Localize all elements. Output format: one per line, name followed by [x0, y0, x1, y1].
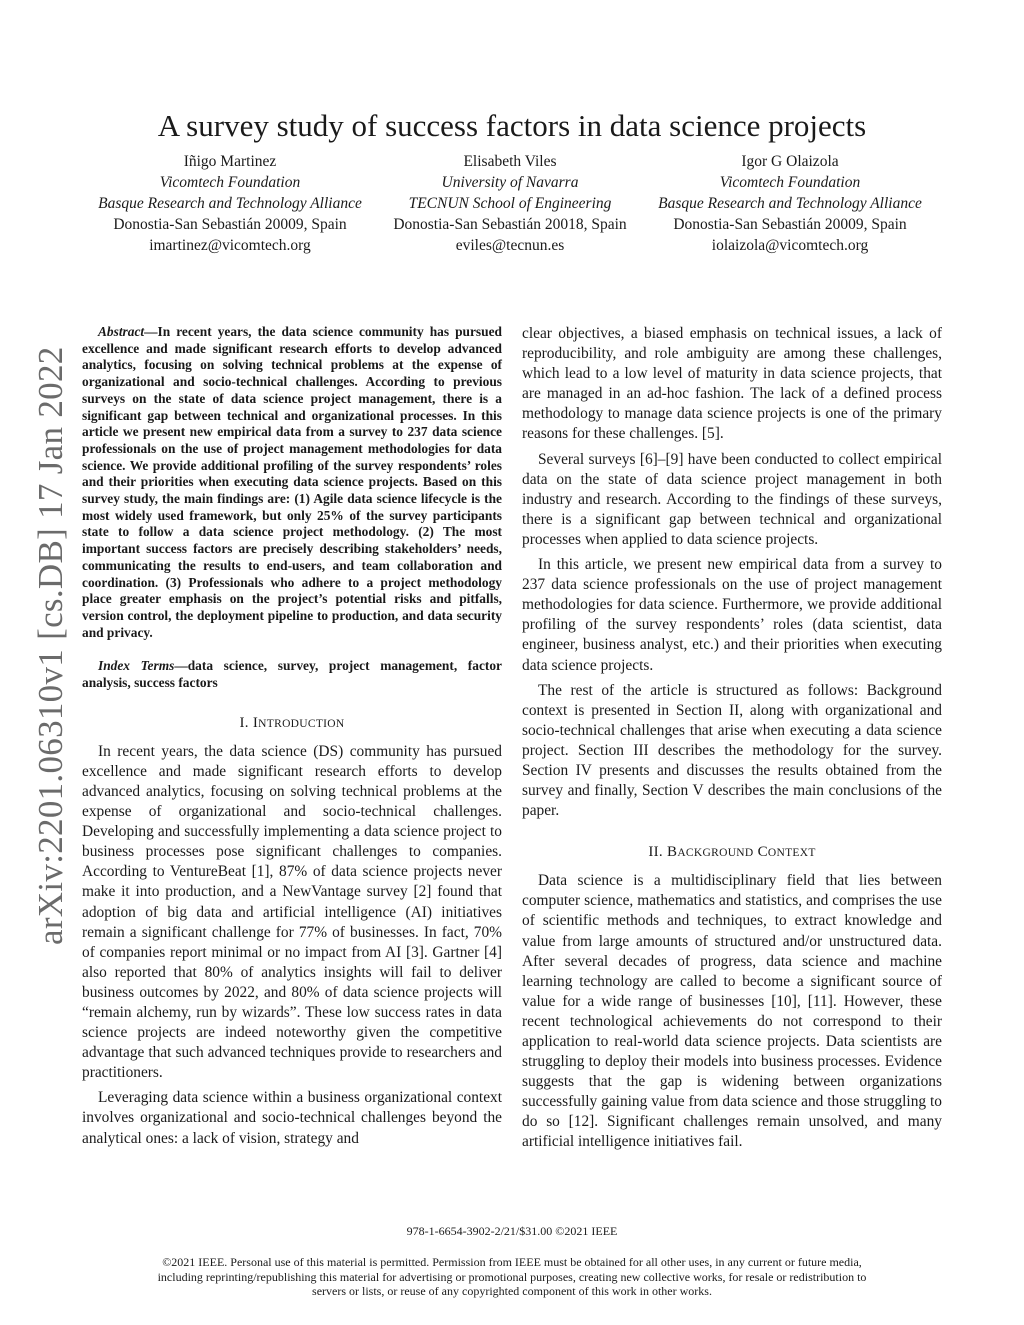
footer-isbn: 978-1-6654-3902-2/21/$31.00 ©2021 IEEE [406, 1224, 618, 1238]
intro-paragraph-4: In this article, we present new empirical data from a survey to 237 data science professionals on the use of project management methodologies for data science. Furthermore, we provide additional profiling of the survey respondents’ roles (data scientist, data engineer, business analyst, etc.) and their priorities when executing data science projects. [522, 556, 942, 674]
intro-paragraph-3: Several surveys [6]–[9] have been conducted to collect empirical data on the state of data science project management in both industry and research. According to the findings of these surveys, there is a significant gap between technical and organizational processes when applied to data science projects. [522, 450, 942, 548]
intro-paragraph-1: In recent years, the data science (DS) community has pursued excellence and made significant research efforts to develop advanced analytics, focusing on solving technical problems at the expense of organizational and socio-technical challenges. Developing and successfully implementing a data science project to business processes pose significant challenges to companies. According to VentureBeat [1], 87% of data science projects never make it into production, and a NewVantage survey [2] found that adoption of big data and artificial intelligence (AI) initiatives remain a significant challenge for 77% of businesses. In fact, 70% of companies report minimal or no impact from AI [3]. Gartner [4] also reported that 80% of analytics insights will fail to deliver business outcomes by 2022, and 80% of data science projects will “remain alchemy, run by wizards”. These low success rates in data science projects are indeed noteworthy given the competitive advantage that such advanced techniques provide to researchers and practitioners. [82, 742, 502, 1082]
author-organization: University of Navarra [441, 174, 579, 191]
author-alliance: Basque Research and Technology Alliance [98, 195, 362, 212]
background-paragraph-1: Data science is a multidisciplinary field that lies between computer science, mathematics and statistics, and comprises the use of scientific methods and techniques, to extract knowledge and value from large amounts of structured and/or unstructured data. After several decades of progress, data science and machine learning technology are called to become a significant source of value for a wide range of businesses [10], [11]. However, these recent technological achievements do not correspond to their application to real-world data science projects. Data scientists are struggling to deploy their models into business processes. Evidence suggests that the gap is widening between organizations successfully gaining value from data science and those struggling to do so [12]. Significant challenges remain unsolved, and many artificial intelligence initiatives fail. [522, 872, 942, 1151]
index-terms [82, 658, 502, 691]
index-terms-label: Index Terms [98, 658, 175, 674]
author-location: Donostia-San Sebastián 20018, Spain [393, 216, 627, 233]
author-email[interactable]: imartinez@vicomtech.org [149, 237, 311, 254]
author-location: Donostia-San Sebastián 20009, Spain [673, 216, 907, 233]
index-terms-text: —data science, survey, project management, factor analysis, success factors [82, 658, 502, 691]
left-column [82, 324, 502, 1149]
section-numeral: I. I [239, 714, 259, 731]
author-name: Iñigo Martinez [183, 153, 277, 170]
author-alliance: TECNUN School of Engineering [408, 195, 612, 212]
section-numeral: II. B [648, 844, 678, 861]
author-organization: Vicomtech Foundation [159, 174, 301, 191]
author-name: Elisabeth Viles [463, 153, 557, 170]
paper-title: A survey study of success factors in data science projects [157, 107, 867, 143]
author-alliance: Basque Research and Technology Alliance [658, 195, 922, 212]
intro-paragraph-2-continued: clear objectives, a biased emphasis on technical issues, a lack of reproducibility, and role ambiguity are among these challenges, which lead to a low level of maturity in data science projects, that are managed in an ad-hoc fashion. The lack of a defined process methodology to manage data science projects is one of the primary reasons for these challenges. [5]. [522, 325, 942, 443]
author-email[interactable]: eviles@tecnun.es [455, 237, 565, 254]
abstract-label: Abstract [98, 324, 145, 339]
section-heading-introduction [82, 713, 502, 734]
intro-paragraph-2: Leveraging data science within a business organizational context involves organizational and socio-technical challenges beyond the analytical ones: a lack of vision, strategy and [82, 1089, 502, 1147]
author-location: Donostia-San Sebastián 20009, Spain [113, 216, 347, 233]
arxiv-identifier-stamp: arXiv:2201.06310v1 [cs.DB] 17 Jan 2022 [31, 346, 70, 945]
section-title-smallcaps: NTRODUCTION [258, 717, 345, 730]
abstract-text: —In recent years, the data science community has pursued excellence and made significant research efforts to develop advanced analytics, focusing on solving technical problems at the expense of organizational and socio-technical challenges. According to previous surveys on the state of data science project management, there is a significant gap between technical and organizational processes. In this article we present new empirical data from a survey to 237 data science professionals on the use of project management methodologies for data science. We provide additional profiling of the survey respondents’ roles and their priorities when executing data science projects. Based on this survey study, the main findings are: (1) Agile data science lifecycle is the most widely used framework, but only 25% of the survey participants state to follow a data science project methodology. (2) The most important success factors are precisely describing stakeholders’ needs, communicating the results to end-users, and team collaboration and coordination. (3) Professionals who adhere to a project methodology place greater emphasis on the project’s potential risks and pitfalls, version control, the deployment pipeline to production, and data security and privacy. [82, 324, 502, 640]
footer-copyright-notice: ©2021 IEEE. Personal use of this material is permitted. Permission from IEEE must be obtained for all other uses, in any current or future media, including reprinting/republishing this material for advertising or promotional purposes, creating new collective works, for resale or redistribution to servers or lists, or reuse of any copyrighted component of this work in other works. [157, 1255, 867, 1299]
author-name: Igor G Olaizola [741, 153, 839, 170]
abstract [82, 324, 502, 641]
author-block-1 [80, 151, 380, 256]
author-block-2 [370, 151, 650, 256]
intro-paragraph-5: The rest of the article is structured as follows: Background context is presented in Section II, along with organizational and socio-technical challenges that arise when executing a data science project. Section III describes the methodology for the survey. Section IV presents and discusses the results obtained from the survey and finally, Section V describes the main conclusions of the paper. [522, 681, 942, 820]
section-title-cap: C [753, 844, 768, 861]
author-block-3 [640, 151, 940, 256]
author-email[interactable]: iolaizola@vicomtech.org [711, 237, 869, 254]
right-column [522, 324, 942, 1153]
section-title-smallcaps: ACKGROUND [677, 847, 754, 860]
author-organization: Vicomtech Foundation [719, 174, 861, 191]
section-title-smallcaps: ONTEXT [767, 847, 816, 860]
section-heading-background [522, 842, 942, 863]
